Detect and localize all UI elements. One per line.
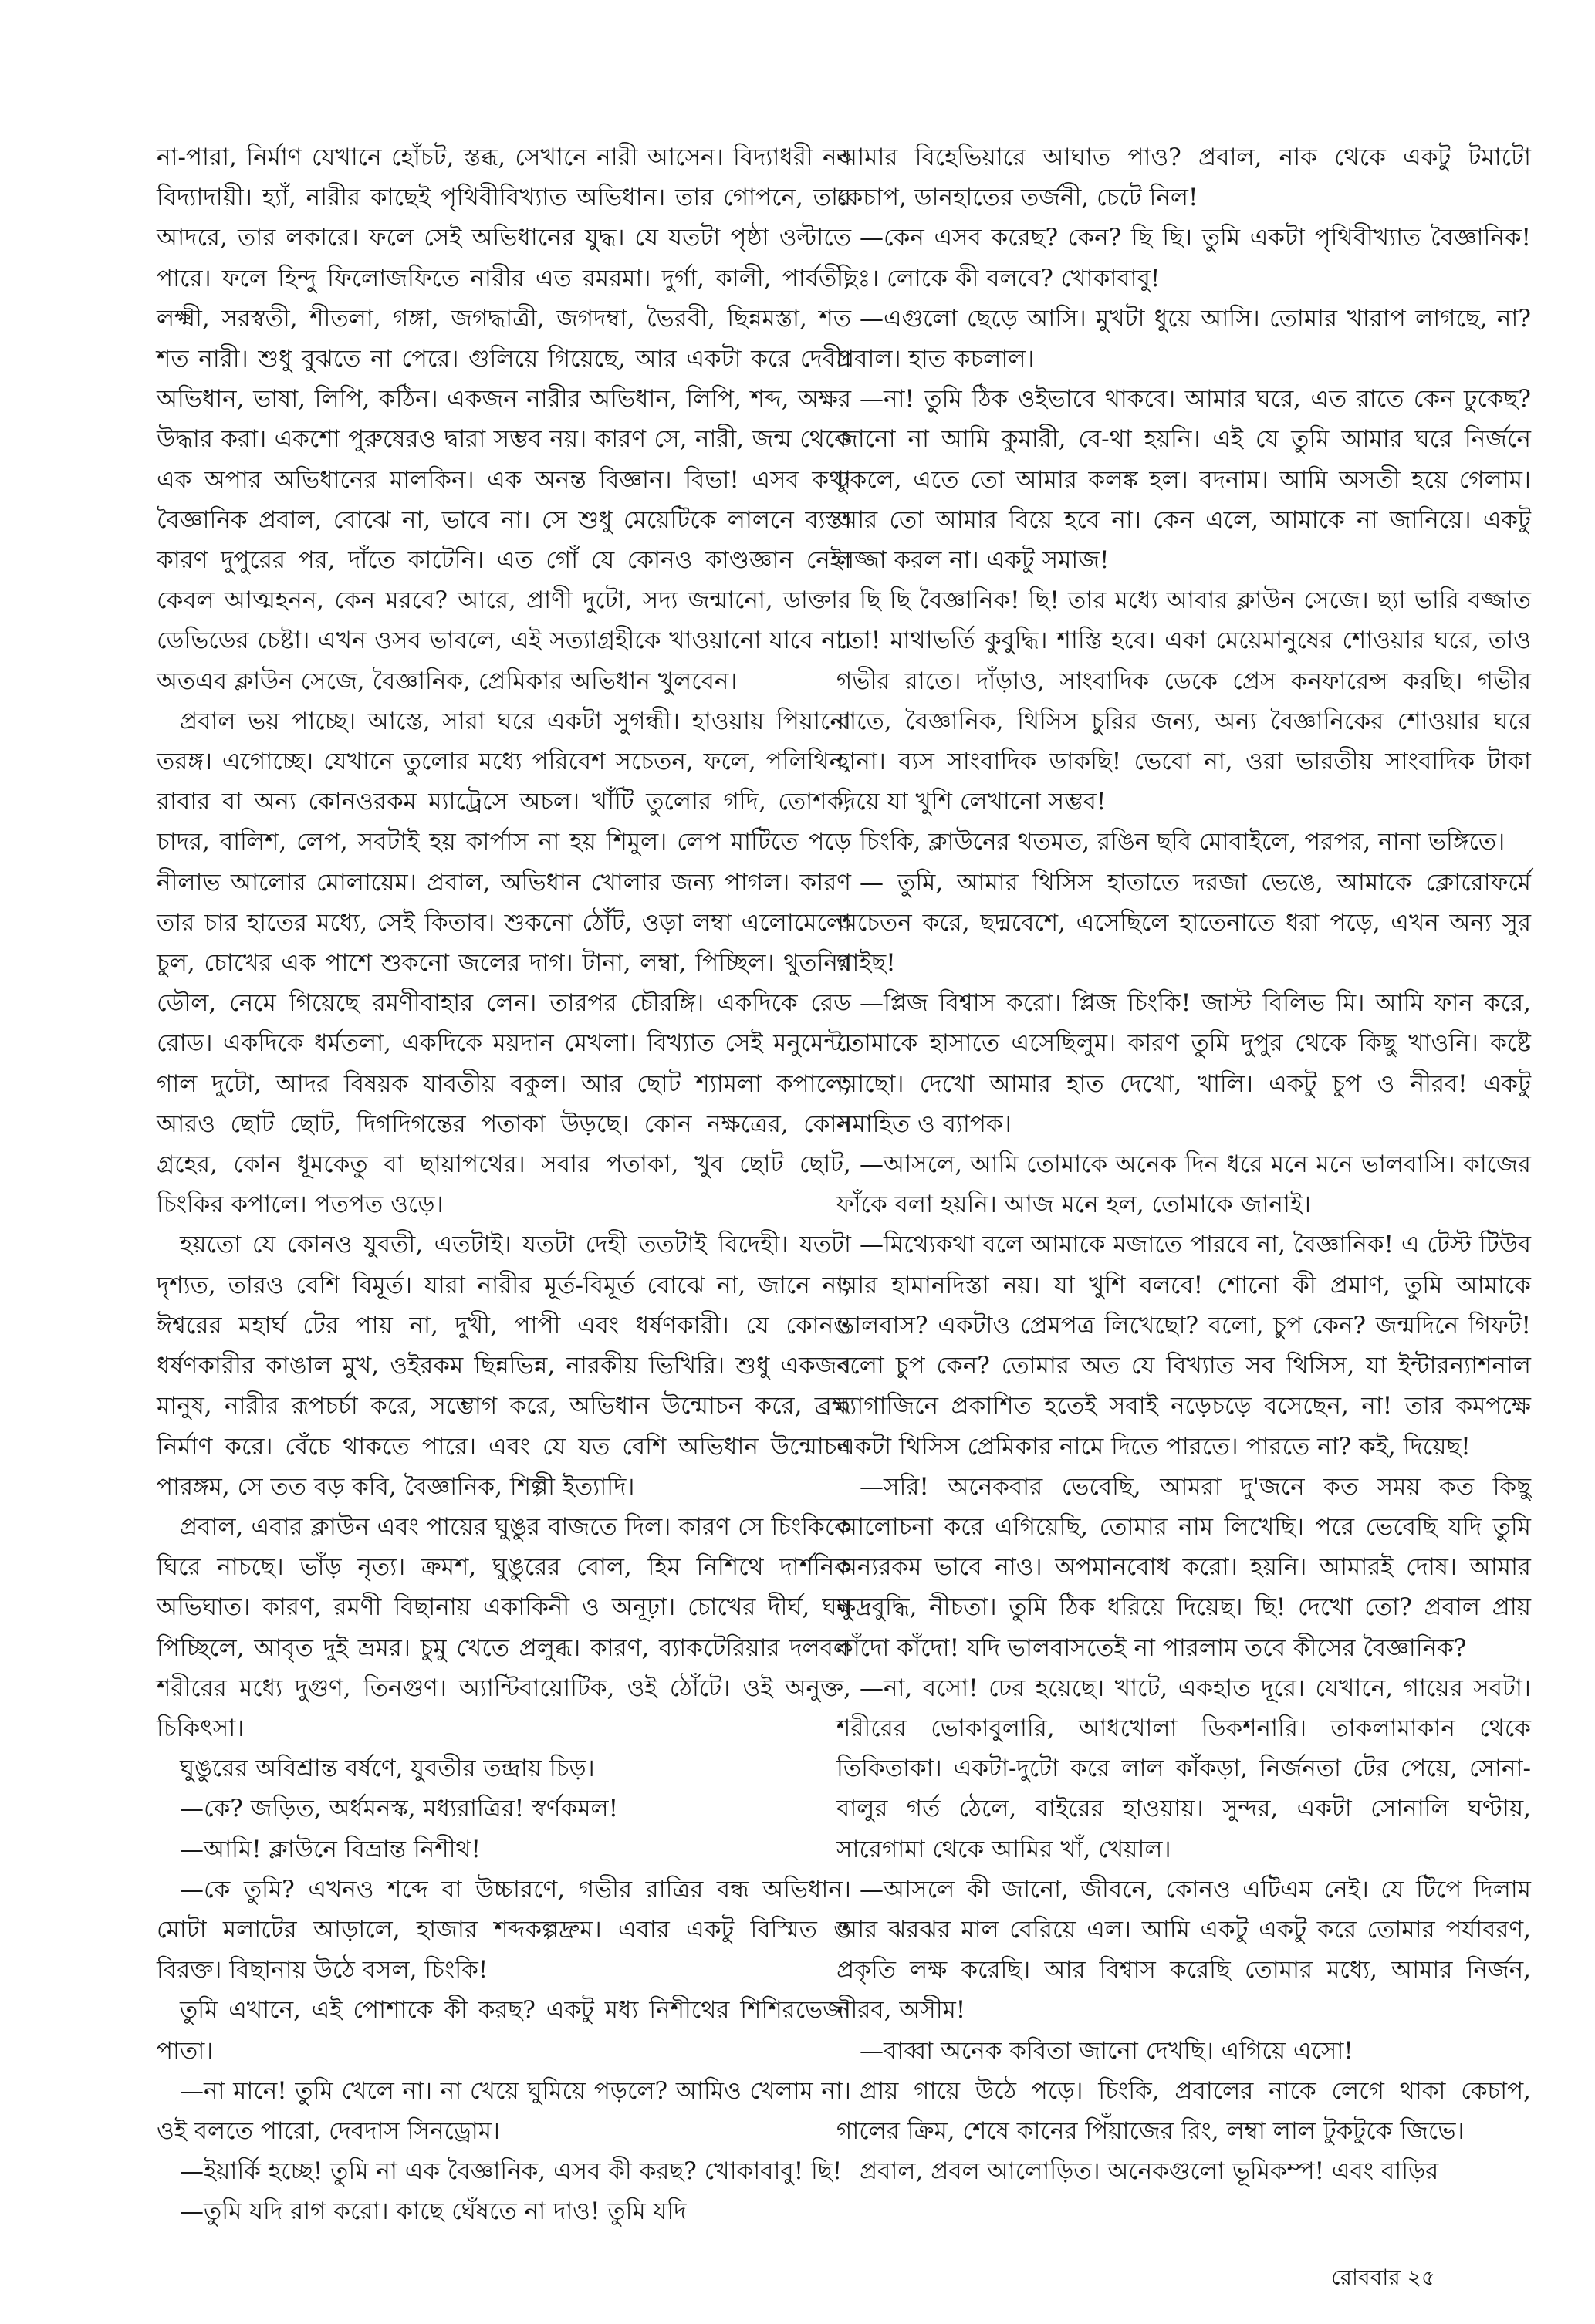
paragraph: প্রবাল, প্রবল আলোড়িত। অনেকগুলো ভূমিকম্প! এবং বাড়ির [860,2157,1439,2186]
dialogue-line: —না মানে! তুমি খেলে না। না খেয়ে ঘুমিয়ে পড়লে? আমিও খেলাম না। ওই বলতে পারো, দেবদাস সিনড্রোম। [157,2076,851,2145]
dialogue-line: —তুমি যদি রাগ করো। কাছে ঘেঁষতে না দাও! তুমি যদি [180,2197,687,2226]
paragraph: ঘুঙুরের অবিশ্রান্ত বর্ষণে, যুবতীর তন্দ্রায় চিড়। [180,1755,595,1783]
dialogue-line: —কেন এসব করেছ? কেন? ছি ছি। তুমি একটা পৃথিবীখ্যাত বৈজ্ঞানিক! ছিঃ। লোকে কী বলবে? খোকাবাবু! [836,224,1531,292]
dialogue-line: — তুমি, আমার থিসিস হাতাতে দরজা ভেঙে, আমাকে ক্লোরোফর্মে অচেতন করে, ছদ্মবেশে, এসেছিলে হাতেনাতে ধরা পড়ে, এখন অন্য সুর গাইছ! [836,868,1531,978]
dialogue-line: —ইয়ার্কি হচ্ছে! তুমি না এক বৈজ্ঞানিক, এসব কী করছ? খোকাবাবু! ছি! [180,2157,843,2186]
dialogue-line: —না! তুমি ঠিক ওইভাবে থাকবে। আমার ঘরে, এত রাতে কেন ঢুকেছ? জানো না আমি কুমারী, বে-থা হয়নি। এই যে তুমি আমার ঘরে নির্জনে ঢুকলে, এতে তো আমার কলঙ্ক হল। বদনাম। আমি অসতী হয়ে গেলাম। আর তো আমার বিয়ে হবে না। কেন এলে, আমাকে না জানিয়ে। একটু লজ্জা করল না। একটু সমাজ! [836,385,1531,575]
paragraph: তুমি এখানে, এই পোশাকে কী করছ? একটু মধ্য নিশীথের শিশিরভেজা পাতা। [157,1996,851,2065]
dialogue-line: —আসলে কী জানো, জীবনে, কোনও এটিএম নেই। যে টিপে দিলাম আর ঝরঝর মাল বেরিয়ে এল। আমি একটু একটু করে তোমার পর্যাবরণ, প্রকৃতি লক্ষ করেছি। আর বিশ্বাস করেছি তোমার মধ্যে, আমার নির্জন, নীরব, অসীম! [836,1875,1531,2025]
page-footer: রোববার ২৫ [1331,2265,1435,2290]
dialogue-line: —প্লিজ বিশ্বাস করো। প্লিজ চিংকি! জাস্ট বিলিভ মি। আমি ফান করে, তোমাকে হাসাতে এসেছিলুম। কারণ তুমি দুপুর থেকে কিছু খাওনি। কষ্টে আছো। দেখো আমার হাত দেখো, খালি। একটু চুপ ও নীরব! একটু সমাহিত ও ব্যাপক। [836,989,1531,1138]
paragraph: প্রায় গায়ে উঠে পড়ে। চিংকি, প্রবালের নাকে লেগে থাকা কেচাপ, গালের ক্রিম, শেষে কানের পিঁয়াজের রিং, লম্বা লাল টুকটুকে জিভে। [836,2076,1531,2145]
paragraph: ছি ছি বৈজ্ঞানিক! ছি! তার মধ্যে আবার ক্লাউন সেজে। ছ্যা ভারি বজ্জাত তো! মাথাভর্তি কুবুদ্ধি। শাস্তি হবে। একা মেয়েমানুষের শোওয়ার ঘরে, তাও গভীর রাতে। দাঁড়াও, সাংবাদিক ডেকে প্রেস কনফারেন্স করছি। গভীর রাতে, বৈজ্ঞানিক, থিসিস চুরির জন্য, অন্য বৈজ্ঞানিকের শোওয়ার ঘরে হানা। ব্যস সাংবাদিক ডাকছি! ভেবো না, ওরা ভারতীয় সাংবাদিক টাকা দিয়ে যা খুশি লেখানো সম্ভব! [836,586,1531,816]
right-column [836,137,1531,2191]
dialogue-line: —আমি! ক্লাউনে বিভ্রান্ত নিশীথ! [180,1835,481,1863]
dialogue-line: —মিথ্যেকথা বলে আমাকে মজাতে পারবে না, বৈজ্ঞানিক! এ টেস্ট টিউব আর হামানদিস্তা নয়। যা খুশি বলবে! শোনো কী প্রমাণ, তুমি আমাকে ভালবাস? একটাও প্রেমপত্র লিখেছো? বলো, চুপ কেন? জন্মদিনে গিফট! বলো চুপ কেন? তোমার অত যে বিখ্যাত সব থিসিস, যা ইন্টারন্যাশনাল ম্যাগাজিনে প্রকাশিত হতেই সবাই নড়েচড়ে বসেছেন, না! তার কমপক্ষে একটা থিসিস প্রেমিকার নামে দিতে পারতে। পারতে না? কই, দিয়েছ! [836,1231,1531,1461]
paragraph: প্রবাল ভয় পাচ্ছে। আস্তে, সারা ঘরে একটা সুগন্ধী। হাওয়ায় পিয়ানো তরঙ্গ। এগোচ্ছে। যেখানে তুলোর মধ্যে পরিবেশ সচেতন, ফলে, পলিথিন, রাবার বা অন্য কোনওরকম ম্যাট্রেসে অচল। খাঁটি তুলোর গদি, তোশক, চাদর, বালিশ, লেপ, সবটাই হয় কার্পাস না হয় শিমুল। লেপ মাটিতে পড়ে নীলাভ আলোর মোলায়েম। প্রবাল, অভিধান খোলার জন্য পাগল। কারণ তার চার হাতের মধ্যে, সেই কিতাব। শুকনো ঠোঁট, ওড়া লম্বা এলোমেলো চুল, চোখের এক পাশে শুকনো জলের দাগ। টানা, লম্বা, পিচ্ছিল। থুতনির ডৌল, নেমে গিয়েছে রমণীবাহার লেন। তারপর চৌরঙ্গি। একদিকে রেড রোড। একদিকে ধর্মতলা, একদিকে ময়দান মেখলা। বিখ্যাত সেই মনুমেন্ট। গাল দুটো, আদর বিষয়ক যাবতীয় বকুল। আর ছোট শ্যামলা কপালে, আরও ছোট ছোট, দিগদিগন্তের পতাকা উড়ছে। কোন নক্ষত্রের, কোন গ্রহের, কোন ধূমকেতু বা ছায়াপথের। সবার পতাকা, খুব ছোট ছোট, চিংকির কপালে। পতপত ওড়ে। [157,707,851,1219]
dialogue-line: —আসলে, আমি তোমাকে অনেক দিন ধরে মনে মনে ভালবাসি। কাজের ফাঁকে বলা হয়নি। আজ মনে হল, তোমাকে জানাই। [836,1150,1531,1219]
paragraph: না-পারা, নির্মাণ যেখানে হোঁচট, স্তব্ধ, সেখানে নারী আসেন। বিদ্যাধরী নন বিদ্যাদায়ী। হ্যাঁ, নারীর কাছেই পৃথিবীবিখ্যাত অভিধান। তার গোপনে, তার আদরে, তার লকারে। ফলে সেই অভিধানের যুদ্ধ। যে যতটা পৃষ্ঠা ওল্টাতে পারে। ফলে হিন্দু ফিলোজফিতে নারীর এত রমরমা। দুর্গা, কালী, পার্বতী, লক্ষ্মী, সরস্বতী, শীতলা, গঙ্গা, জগদ্ধাত্রী, জগদম্বা, ভৈরবী, ছিন্নমস্তা, শত শত নারী। শুধু বুঝতে না পেরে। গুলিয়ে গিয়েছে, আর একটা করে দেবী। অভিধান, ভাষা, লিপি, কঠিন। একজন নারীর অভিধান, লিপি, শব্দ, অক্ষর উদ্ধার করা। একশো পুরুষেরও দ্বারা সম্ভব নয়। কারণ সে, নারী, জন্ম থেকে এক অপার অভিধানের মালকিন। এক অনন্ত বিজ্ঞান। বিভা! এসব কথা বৈজ্ঞানিক প্রবাল, বোঝে না, ভাবে না। সে শুধু মেয়েটিকে লালনে ব্যস্ত। কারণ দুপুরের পর, দাঁতে কাটেনি। এত গোঁ যে কোনও কাণ্ডজ্ঞান নেই। কেবল আত্মহনন, কেন মরবে? আরে, প্রাণী দুটো, সদ্য জন্মানো, ডাক্তার ডেভিডের চেষ্টা। এখন ওসব ভাবলে, এই সত্যাগ্রহীকে খাওয়ানো যাবে না। অতএব ক্লাউন সেজে, বৈজ্ঞানিক, প্রেমিকার অভিধান খুলবেন। [157,144,851,695]
paragraph: প্রবাল, এবার ক্লাউন এবং পায়ের ঘুঙুর বাজতে দিল। কারণ সে চিংকিকে ঘিরে নাচছে। ভাঁড় নৃত্য। ক্রমশ, ঘুঙুরের বোল, হিম নিশিথে দার্শনিক অভিঘাত। কারণ, রমণী বিছানায় একাকিনী ও অনূঢ়া। চোখের দীর্ঘ, ঘন পিচ্ছিলে, আবৃত দুই ভ্রমর। চুমু খেতে প্রলুব্ধ। কারণ, ব্যাকটেরিয়ার দলবল শরীরের মধ্যে দুগুণ, তিনগুণ। অ্যান্টিবায়োটিক, ওই ঠোঁটে। ওই অনুক্ত, চিকিৎসা। [157,1512,851,1742]
dialogue-line: —কে তুমি? এখনও শব্দে বা উচ্চারণে, গভীর রাত্রির বন্ধ অভিধান। মোটা মলাটের আড়ালে, হাজার শব্দকল্পদ্রুম। এবার একটু বিস্মিত ও বিরক্ত। বিছানায় উঠে বসল, চিংকি! [157,1875,851,1985]
dialogue-line: —এগুলো ছেড়ে আসি। মুখটা ধুয়ে আসি। তোমার খারাপ লাগছে, না? প্রবাল। হাত কচলাল। [836,304,1531,373]
dialogue-line: —সরি! অনেকবার ভেবেছি, আমরা দু'জনে কত সময় কত কিছু আলোচনা করে এগিয়েছি, তোমার নাম লিখেছি। পরে ভেবেছি যদি তুমি অন্যরকম ভাবে নাও। অপমানবোধ করো। হয়নি। আমারই দোষ। আমার ক্ষুদ্রবুদ্ধি, নীচতা। তুমি ঠিক ধরিয়ে দিয়েছ। ছি! দেখো তো? প্রবাল প্রায় কাঁদো কাঁদো! যদি ভালবাসতেই না পারলাম তবে কীসের বৈজ্ঞানিক? [836,1472,1531,1662]
paragraph: হয়তো যে কোনও যুবতী, এতটাই। যতটা দেহী ততটাই বিদেহী। যতটা দৃশ্যত, তারও বেশি বিমূর্ত। যারা নারীর মূর্ত-বিমূর্ত বোঝে না, জানে না, ঈশ্বরের মহার্ঘ টের পায় না, দুখী, পাপী এবং ধর্ষণকারী। যে কোনও ধর্ষণকারীর কাঙাল মুখ, ওইরকম ছিন্নভিন্ন, নারকীয় ভিখিরি। শুধু একজন মানুষ, নারীর রূপচর্চা করে, সম্ভোগ করে, অভিধান উন্মোচন করে, ব্রহ্ম নির্মাণ করে। বেঁচে থাকতে পারে। এবং যে যত বেশি অভিধান উন্মোচন পারঙ্গম, সে তত বড় কবি, বৈজ্ঞানিক, শিল্পী ইত্যাদি। [157,1231,851,1501]
dialogue-line: —না, বসো! ঢের হয়েছে। খাটে, একহাত দূরে। যেখানে, গায়ের সবটা। শরীরের ভোকাবুলারি, আধখোলা ডিকশনারি। তাকলামাকান থেকে তিকিতাকা। একটা-দুটো করে লাল কাঁকড়া, নির্জনতা টের পেয়ে, সোনা-বালুর গর্ত ঠেলে, বাইরের হাওয়ায়। সুন্দর, একটা সোনালি ঘণ্টায়, সারেগামা থেকে আমির খাঁ, খেয়াল। [836,1674,1531,1863]
dialogue-line: —কে? জড়িত, অর্ধমনস্ক, মধ্যরাত্রির! স্বর্ণকমল! [180,1795,619,1823]
left-column [157,137,851,2232]
paragraph: চিংকি, ক্লাউনের থতমত, রঙিন ছবি মোবাইলে, পরপর, নানা ভঙ্গিতে। [860,828,1505,856]
dialogue-line: —বাব্বা অনেক কবিতা জানো দেখছি। এগিয়ে এসো! [860,2036,1353,2065]
paragraph: আমার বিহেভিয়ারে আঘাত পাও? প্রবাল, নাক থেকে একটু টমাটো কেচাপ, ডানহাতের তর্জনী, চেটে নিল! [836,144,1531,212]
